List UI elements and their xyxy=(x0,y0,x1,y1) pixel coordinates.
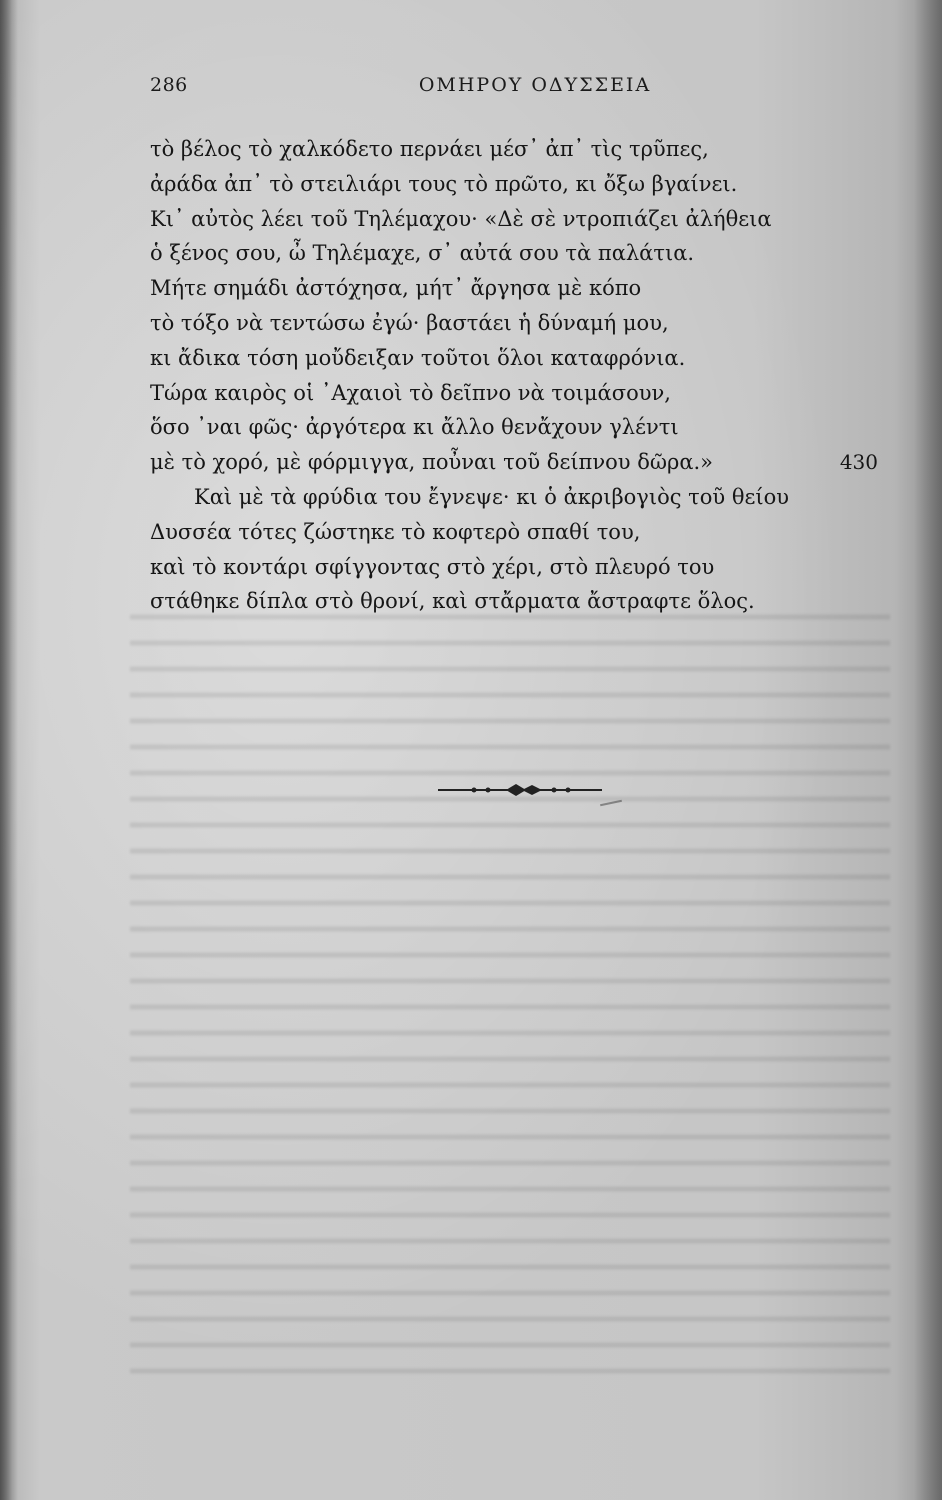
verse-text: Μήτε σημάδι ἀστόχησα, μήτ᾽ ἄργησα μὲ κόπο xyxy=(150,276,642,301)
verse-line xyxy=(150,341,880,376)
show-through-texture xyxy=(130,600,890,1380)
verse-block xyxy=(150,132,880,619)
verse-line xyxy=(150,306,880,341)
running-title: ΟΜΗΡΟΥ ΟΔΥΣΣΕΙΑ xyxy=(418,74,652,96)
verse-line xyxy=(150,445,880,480)
verse-text: Κι᾽ αὐτὸς λέει τοῦ Τηλέμαχου· «Δὲ σὲ ντροπιάζει ἀλήθεια xyxy=(150,206,772,231)
verse-text: τὸ βέλος τὸ χαλκόδετο περνάει μέσ᾽ ἀπ᾽ τὶς τρῦπες, xyxy=(150,137,709,161)
verse-text: Δυσσέα τότες ζώστηκε τὸ κοφτερὸ σπαθί του, xyxy=(150,519,641,544)
verse-line xyxy=(150,480,880,515)
verse-line xyxy=(150,376,880,411)
verse-line xyxy=(150,515,880,550)
page-number: 286 xyxy=(150,74,188,96)
spine-shadow xyxy=(0,0,18,1500)
verse-text: ἀράδα ἀπ᾽ τὸ στειλιάρι τους τὸ πρῶτο, κι ὄξω βγαίνει. xyxy=(150,171,738,196)
verse-text: ὁ ξένος σου, ὦ Τηλέμαχε, σ᾽ αὐτά σου τὰ παλάτια. xyxy=(150,241,695,266)
verse-line xyxy=(150,271,880,306)
verse-line xyxy=(150,550,880,585)
verse-line xyxy=(150,132,880,167)
verse-line xyxy=(150,202,880,237)
page-header xyxy=(150,74,880,104)
line-number: 430 xyxy=(839,450,878,475)
verse-text: Καὶ μὲ τὰ φρύδια του ἔγνεψε· κι ὁ ἀκριβογιὸς τοῦ θείου xyxy=(194,484,790,509)
verse-line xyxy=(150,167,880,202)
verse-text: καὶ τὸ κοντάρι σφίγγοντας στὸ χέρι, στὸ πλευρό του xyxy=(150,554,715,579)
verse-line xyxy=(150,584,880,619)
verse-text: στάθηκε δίπλα στὸ θρονί, καὶ στἄρματα ἄστραφτε ὅλος. xyxy=(150,589,755,614)
verse-line xyxy=(150,236,880,271)
verse-text: μὲ τὸ χορό, μὲ φόρμιγγα, ποὖναι τοῦ δείπνου δῶρα.» xyxy=(150,450,714,475)
verse-text: Τώρα καιρὸς οἱ ᾽Αχαιοὶ τὸ δεῖπνο νὰ τοιμάσουν, xyxy=(150,380,671,405)
verse-text: ὅσο ᾽ναι φῶς· ἀργότερα κι ἄλλο θενἄχουν γλέντι xyxy=(150,415,679,440)
ornament-divider xyxy=(436,780,604,800)
verse-text: κι ἄδικα τόση μοὔδειξαν τοῦτοι ὅλοι καταφρόνια. xyxy=(150,345,686,370)
verse-line xyxy=(150,410,880,445)
verse-text: τὸ τόξο νὰ τεντώσω ἐγώ· βαστάει ἡ δύναμή μου, xyxy=(150,310,669,335)
